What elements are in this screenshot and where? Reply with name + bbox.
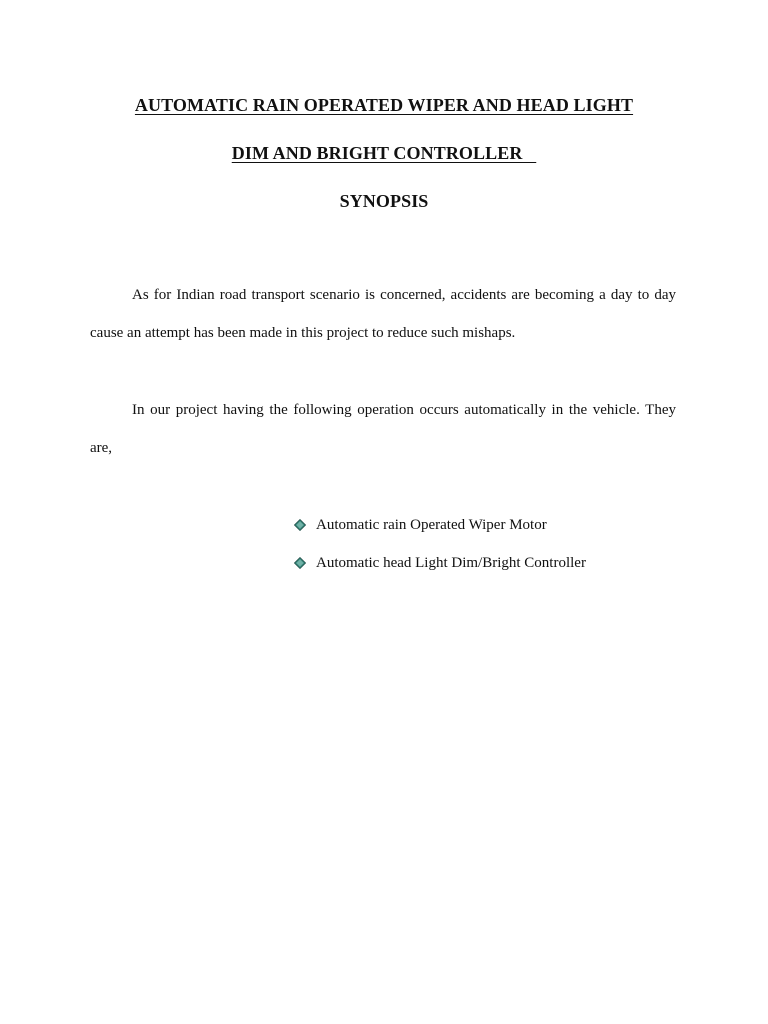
diamond-icon: [292, 552, 316, 574]
list-item-text: Automatic head Light Dim/Bright Controller: [316, 555, 586, 571]
paragraph-2: In our project having the following operation occurs automatically in the vehicle. They are,: [90, 402, 676, 456]
list-item: [292, 552, 586, 590]
section-heading-text: SYNOPSIS: [339, 191, 429, 211]
title-line-2: [0, 142, 768, 164]
diamond-icon: [292, 514, 316, 536]
bullet-list: [292, 514, 586, 590]
list-item: [292, 514, 586, 552]
title-line-2-text: DIM AND BRIGHT CONTROLLER: [231, 143, 537, 163]
paragraph-1: As for Indian road transport scenario is concerned, accidents are becoming a day to day cause an attempt has been made in this project to reduce such mishaps.: [90, 287, 676, 341]
list-item-text: Automatic rain Operated Wiper Motor: [316, 517, 547, 533]
title-line-1: [0, 94, 768, 116]
title-line-1-text: AUTOMATIC RAIN OPERATED WIPER AND HEAD LIGHT: [134, 95, 634, 115]
section-heading: [0, 190, 768, 212]
